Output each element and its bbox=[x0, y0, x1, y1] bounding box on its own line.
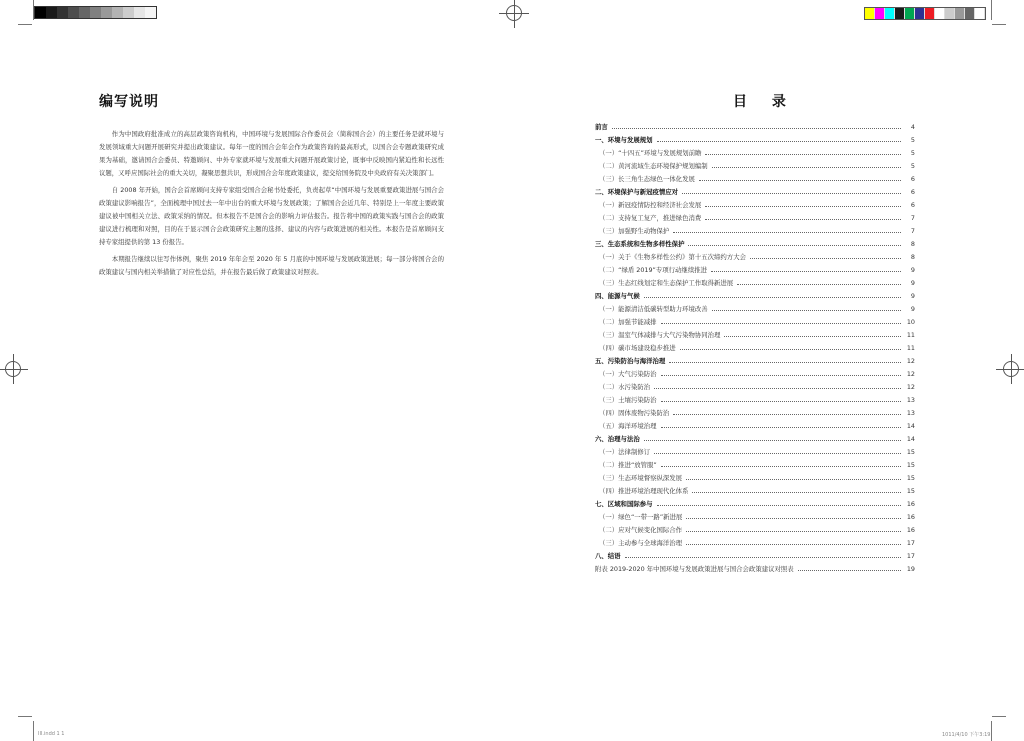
crop-mark bbox=[992, 716, 1006, 717]
crop-mark bbox=[991, 721, 992, 741]
toc-entry-title: 一、环境与发展规划 bbox=[595, 136, 653, 144]
toc-entry-title: 附表 2019-2020 年中国环境与发展政策进展与国合会政策建议对照表 bbox=[595, 565, 794, 573]
grayscale-color-bar bbox=[34, 6, 157, 19]
toc-title: 目 录 bbox=[733, 94, 796, 110]
toc-page-number: 6 bbox=[910, 174, 915, 183]
toc-entry[interactable] bbox=[595, 380, 915, 393]
toc-leader-dots bbox=[686, 518, 901, 519]
toc-page-number: 7 bbox=[910, 226, 915, 235]
toc-entry-title: 三、生态系统和生物多样性保护 bbox=[595, 240, 685, 248]
toc-entry-title: （三）生态环境督察纵深发展 bbox=[599, 474, 683, 482]
toc-leader-dots bbox=[686, 544, 901, 545]
toc-page-number: 5 bbox=[910, 161, 915, 170]
toc-entry[interactable] bbox=[595, 393, 915, 406]
toc-page-number: 16 bbox=[906, 499, 915, 508]
color-swatch bbox=[57, 7, 68, 18]
table-of-contents bbox=[595, 120, 915, 575]
color-swatch bbox=[945, 8, 955, 19]
color-swatch bbox=[123, 7, 134, 18]
toc-entry[interactable] bbox=[595, 237, 915, 250]
color-swatch bbox=[975, 8, 985, 19]
color-swatch bbox=[885, 8, 895, 19]
color-swatch bbox=[35, 7, 46, 18]
toc-leader-dots bbox=[705, 206, 901, 207]
toc-entry[interactable] bbox=[595, 523, 915, 536]
toc-page-number: 10 bbox=[906, 317, 915, 326]
toc-page-number: 11 bbox=[906, 343, 915, 352]
toc-leader-dots bbox=[625, 557, 901, 558]
toc-entry-title: 二、环境保护与新冠疫情应对 bbox=[595, 188, 679, 196]
toc-entry-title: （三）温室气体减排与大气污染物协同治理 bbox=[599, 331, 721, 339]
registration-mark-top bbox=[506, 5, 522, 21]
toc-page-number: 14 bbox=[906, 421, 915, 430]
color-swatch bbox=[925, 8, 935, 19]
toc-entry[interactable] bbox=[595, 185, 915, 198]
slug-line-right: 1011/4/10 下午3:19 bbox=[942, 732, 991, 738]
toc-leader-dots bbox=[798, 570, 901, 571]
toc-entry[interactable] bbox=[595, 172, 915, 185]
paragraph: 自 2008 年开始，国合会首席顾问支持专家组受国合会秘书处委托，负责起草“中国环境与发展重要政策进展与国合会政策建议影响报告”，全面梳理中国过去一年中出台的重大环境与发展政策；了解国合会近几年、特别是上一年度主要政策建议被中国相关立法、政策采纳的情况。但本报告不是国合会的影响力评估报告。报告将中国的政策实践与国合会的政策建议进行梳理和对照，目的在于显示国合会政策研究主题的选择、建议的内容与政策进展的相关性。本报告是首席顾问支持专家组提供的第 13 份报告。 bbox=[99, 186, 444, 246]
toc-page-number: 5 bbox=[910, 148, 915, 157]
toc-entry[interactable] bbox=[595, 497, 915, 510]
color-swatch bbox=[915, 8, 925, 19]
toc-entry-title: （一）关于《生物多样性公约》第十五次缔约方大会 bbox=[599, 253, 746, 261]
toc-entry-title: （二）推进“放管服” bbox=[599, 461, 657, 469]
toc-entry[interactable] bbox=[595, 471, 915, 484]
toc-leader-dots bbox=[692, 492, 901, 493]
color-swatch bbox=[965, 8, 975, 19]
toc-entry-title: 前言 bbox=[595, 123, 608, 131]
toc-entry-title: （三）加强野生动物保护 bbox=[599, 227, 670, 235]
toc-entry[interactable] bbox=[595, 432, 915, 445]
paragraph: 作为中国政府批准成立的高层政策咨询机构，中国环境与发展国际合作委员会（简称国合会）的主要任务是就环境与发展领域重大问题开展研究并提出政策建议。每年一度的国合会年会作为政策咨询的最高形式，以国合会专题政策研究成果为基础，邀请国合会委员、特邀顾问、中外专家就环境与发展重大问题开展政策讨论，既事中反映国内紧迫性和长远性议题，又呼应国际社会的重大关切，凝聚思想共识，形成国合会年度政策建议，提交给国务院及中央政府有关决策部门。 bbox=[99, 130, 444, 177]
toc-entry[interactable] bbox=[595, 159, 915, 172]
toc-entry-title: 八、结语 bbox=[595, 552, 621, 560]
toc-entry[interactable] bbox=[595, 510, 915, 523]
toc-leader-dots bbox=[724, 336, 901, 337]
toc-entry[interactable] bbox=[595, 211, 915, 224]
toc-leader-dots bbox=[705, 219, 901, 220]
toc-leader-dots bbox=[686, 479, 901, 480]
toc-entry-title: （三）土壤污染防治 bbox=[599, 396, 657, 404]
toc-page-number: 9 bbox=[910, 265, 915, 274]
toc-page-number: 16 bbox=[906, 525, 915, 534]
toc-entry-title: 六、治理与法治 bbox=[595, 435, 640, 443]
toc-entry[interactable] bbox=[595, 419, 915, 432]
toc-leader-dots bbox=[705, 154, 901, 155]
toc-leader-dots bbox=[712, 167, 901, 168]
toc-leader-dots bbox=[673, 232, 901, 233]
toc-page-number: 17 bbox=[906, 551, 915, 560]
toc-entry-title: （四）固体废物污染防治 bbox=[599, 409, 670, 417]
toc-leader-dots bbox=[673, 414, 901, 415]
toc-entry-title: （一）法律制修订 bbox=[599, 448, 651, 456]
toc-leader-dots bbox=[644, 297, 901, 298]
toc-page-number: 13 bbox=[906, 408, 915, 417]
toc-leader-dots bbox=[654, 453, 901, 454]
toc-leader-dots bbox=[750, 258, 901, 259]
toc-entry[interactable] bbox=[595, 536, 915, 549]
toc-page-number: 15 bbox=[906, 486, 915, 495]
toc-entry-title: （一）能源清洁低碳转型助力环境改善 bbox=[599, 305, 708, 313]
toc-leader-dots bbox=[661, 401, 901, 402]
color-swatch bbox=[46, 7, 57, 18]
color-swatch bbox=[112, 7, 123, 18]
toc-leader-dots bbox=[661, 427, 901, 428]
toc-page-number: 8 bbox=[910, 252, 915, 261]
toc-leader-dots bbox=[699, 180, 901, 181]
crop-mark bbox=[33, 721, 34, 741]
toc-leader-dots bbox=[657, 505, 901, 506]
toc-leader-dots bbox=[661, 375, 901, 376]
crop-mark bbox=[18, 24, 32, 25]
crop-mark bbox=[18, 716, 32, 717]
toc-entry-title: （一）大气污染防治 bbox=[599, 370, 657, 378]
toc-leader-dots bbox=[657, 141, 901, 142]
toc-leader-dots bbox=[654, 388, 901, 389]
toc-leader-dots bbox=[712, 310, 901, 311]
toc-entry-title: （四）推进环境治理现代化体系 bbox=[599, 487, 689, 495]
toc-page-number: 17 bbox=[906, 538, 915, 547]
toc-entry-title: 四、能源与气候 bbox=[595, 292, 640, 300]
toc-entry-title: （二）水污染防治 bbox=[599, 383, 651, 391]
toc-entry[interactable] bbox=[595, 341, 915, 354]
toc-page-number: 15 bbox=[906, 473, 915, 482]
color-swatch bbox=[134, 7, 145, 18]
toc-page-number: 15 bbox=[906, 460, 915, 469]
preface-body bbox=[99, 128, 444, 283]
toc-entry-title: （四）碳市场建设稳步推进 bbox=[599, 344, 676, 352]
toc-entry[interactable] bbox=[595, 458, 915, 471]
toc-page-number: 8 bbox=[910, 239, 915, 248]
color-swatch bbox=[905, 8, 915, 19]
toc-page-number: 15 bbox=[906, 447, 915, 456]
toc-leader-dots bbox=[737, 284, 901, 285]
toc-entry[interactable] bbox=[595, 289, 915, 302]
toc-entry[interactable] bbox=[595, 549, 915, 562]
color-swatch bbox=[935, 8, 945, 19]
toc-entry[interactable] bbox=[595, 406, 915, 419]
toc-leader-dots bbox=[661, 323, 901, 324]
toc-entry[interactable] bbox=[595, 367, 915, 380]
toc-entry-title: （一）新冠疫情防控和经济社会发展 bbox=[599, 201, 702, 209]
toc-entry[interactable] bbox=[595, 276, 915, 289]
toc-page-number: 7 bbox=[910, 213, 915, 222]
crop-mark bbox=[991, 0, 992, 20]
toc-page-number: 13 bbox=[906, 395, 915, 404]
toc-entry-title: （三）生态红线划定和生态保护工作取得新进展 bbox=[599, 279, 734, 287]
toc-entry[interactable] bbox=[595, 302, 915, 315]
toc-entry[interactable] bbox=[595, 315, 915, 328]
toc-leader-dots bbox=[612, 128, 901, 129]
toc-leader-dots bbox=[682, 193, 901, 194]
toc-leader-dots bbox=[688, 245, 901, 246]
toc-entry-title: （二）加强节能减排 bbox=[599, 318, 657, 326]
toc-entry-title: 七、区域和国际参与 bbox=[595, 500, 653, 508]
registration-mark-right bbox=[1003, 361, 1019, 377]
toc-leader-dots bbox=[680, 349, 901, 350]
toc-leader-dots bbox=[644, 440, 901, 441]
color-swatch bbox=[145, 7, 156, 18]
toc-entry-title: （二）“绿盾 2019”专项行动继续推进 bbox=[599, 266, 707, 274]
color-swatch bbox=[955, 8, 965, 19]
toc-page-number: 6 bbox=[910, 200, 915, 209]
color-swatch bbox=[79, 7, 90, 18]
toc-page-number: 9 bbox=[910, 304, 915, 313]
slug-line-left: III.indd 1 1 bbox=[38, 731, 65, 737]
toc-leader-dots bbox=[711, 271, 901, 272]
toc-entry-title: （二）黄河流域生态环境保护规划编制 bbox=[599, 162, 708, 170]
toc-entry[interactable] bbox=[595, 484, 915, 497]
crop-mark bbox=[33, 0, 34, 20]
crop-mark bbox=[992, 24, 1006, 25]
toc-page-number: 14 bbox=[906, 434, 915, 443]
toc-entry-title: （二）应对气候变化国际合作 bbox=[599, 526, 683, 534]
toc-entry[interactable] bbox=[595, 224, 915, 237]
toc-page-number: 11 bbox=[906, 330, 915, 339]
toc-page-number: 5 bbox=[910, 135, 915, 144]
toc-entry-title: （五）海洋环境治理 bbox=[599, 422, 657, 430]
toc-entry[interactable] bbox=[595, 328, 915, 341]
toc-entry-title: （三）主动参与全球海洋治理 bbox=[599, 539, 683, 547]
toc-entry[interactable] bbox=[595, 146, 915, 159]
color-swatch bbox=[865, 8, 875, 19]
toc-entry[interactable] bbox=[595, 250, 915, 263]
toc-page-number: 9 bbox=[910, 278, 915, 287]
color-swatch bbox=[875, 8, 885, 19]
process-color-bar bbox=[864, 7, 986, 20]
toc-leader-dots bbox=[669, 362, 901, 363]
registration-mark-left bbox=[5, 361, 21, 377]
color-swatch bbox=[68, 7, 79, 18]
toc-entry[interactable] bbox=[595, 120, 915, 133]
toc-page-number: 12 bbox=[906, 382, 915, 391]
toc-page-number: 12 bbox=[906, 369, 915, 378]
toc-entry-title: （二）支持复工复产，推进绿色消费 bbox=[599, 214, 702, 222]
toc-entry-title: （一）绿色“一带一路”新进展 bbox=[599, 513, 683, 521]
toc-entry[interactable] bbox=[595, 354, 915, 367]
toc-entry[interactable] bbox=[595, 133, 915, 146]
paragraph: 本期报告继续以往写作体例，聚焦 2019 年年会至 2020 年 5 月底的中国环境与发展政策进展；每一部分将国合会的政策建议与国内相关举措做了对应性总结，并在报告最后做了政策建议对照表。 bbox=[99, 255, 444, 276]
toc-page-number: 19 bbox=[906, 564, 915, 573]
toc-entry[interactable] bbox=[595, 198, 915, 211]
color-swatch bbox=[101, 7, 112, 18]
toc-entry-title: （三）长三角生态绿色一体化发展 bbox=[599, 175, 695, 183]
toc-page-number: 6 bbox=[910, 187, 915, 196]
toc-entry[interactable] bbox=[595, 263, 915, 276]
page-title: 编写说明 bbox=[99, 94, 159, 110]
toc-entry-title: （一）“十四五”环境与发展规划前瞻 bbox=[599, 149, 702, 157]
toc-entry-title: 五、污染防治与海洋治理 bbox=[595, 357, 666, 365]
toc-leader-dots bbox=[686, 531, 901, 532]
toc-page-number: 16 bbox=[906, 512, 915, 521]
toc-page-number: 12 bbox=[906, 356, 915, 365]
toc-entry[interactable] bbox=[595, 445, 915, 458]
color-swatch bbox=[895, 8, 905, 19]
toc-page-number: 4 bbox=[910, 122, 915, 131]
toc-leader-dots bbox=[661, 466, 901, 467]
color-swatch bbox=[90, 7, 101, 18]
toc-entry[interactable] bbox=[595, 562, 915, 575]
toc-page-number: 9 bbox=[910, 291, 915, 300]
